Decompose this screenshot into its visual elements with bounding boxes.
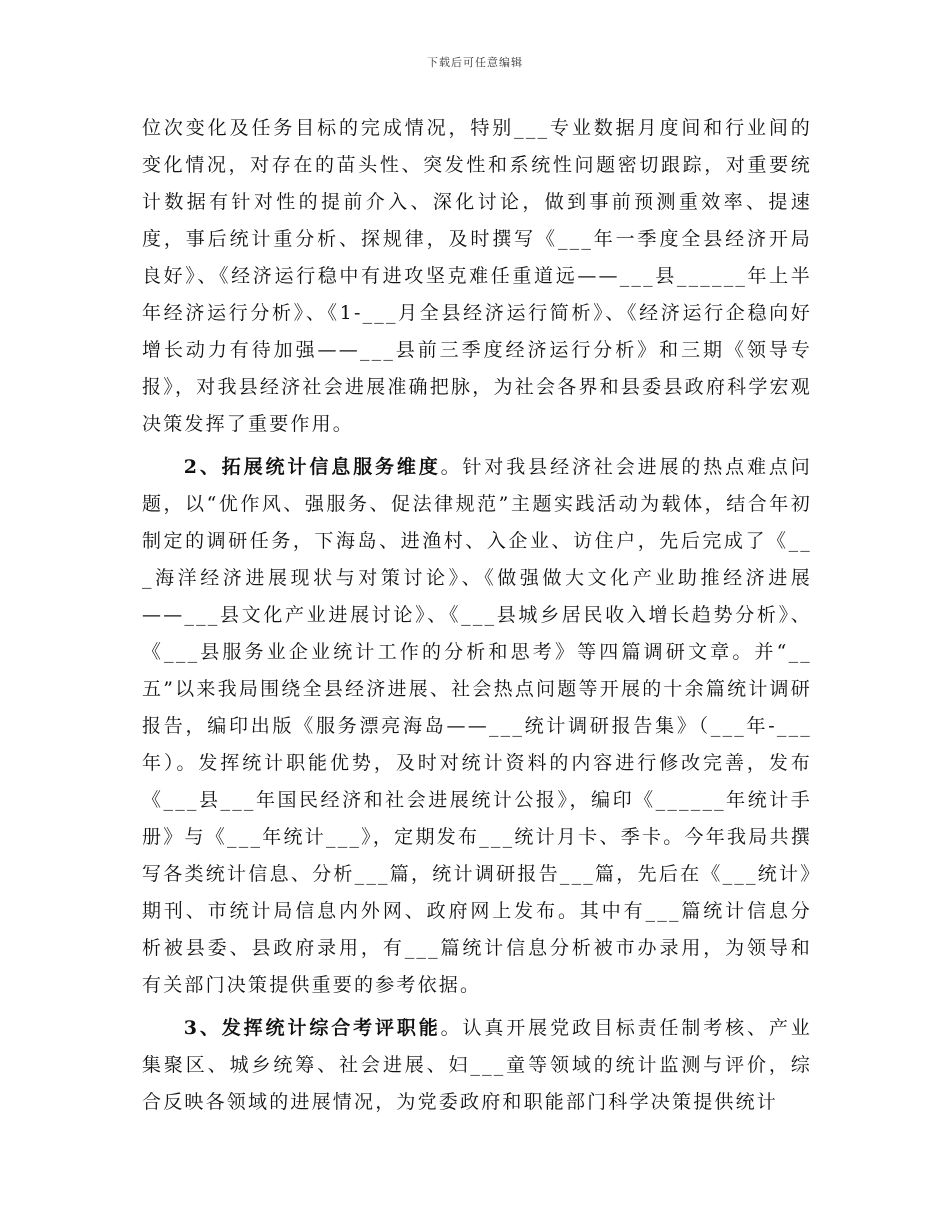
- document-body: [142, 110, 812, 1121]
- paragraph-text: 位次变化及任务目标的完成情况，特别___专业数据月度间和行业间的变化情况，对存在的苗头性、突发性和系统性问题密切跟踪，对重要统计数据有针对性的提前介入、深化讨论，做到事前预测重效率、提速度，事后统计重分析、探规律，及时撰写《___年一季度全县经济开局良好》、《经济运行稳中有进攻坚克难任重道远——___县______年上半年经济运行分析》、《1-___月全县经济运行简析》、《经济运行企稳向好增长动力有待加强——___县前三季度经济运行分析》和三期《领导专报》，对我县经济社会进展准确把脉，为社会各界和县委县政府科学宏观决策发挥了重要作用。: [142, 117, 812, 435]
- paragraph-continuation: [142, 110, 812, 443]
- page-header: 下载后可任意编辑: [427, 56, 523, 69]
- paragraph-text: 。认真开展党政目标责任制考核、产业集聚区、城乡统筹、社会进展、妇___童等领域的统计监测与评价，综合反映各领域的进展情况，为党委政府和职能部门科学决策提供统计: [142, 1017, 812, 1113]
- paragraph-section-2: [142, 449, 812, 1004]
- paragraph-text: 。针对我县经济社会进展的热点难点问题，以“优作风、强服务、促法律规范”主题实践活动为载体，结合年初制定的调研任务，下海岛、进渔村、入企业、访住户，先后完成了《___海洋经济进展现状与对策讨论》、《做强做大文化产业助推经济进展——___县文化产业进展讨论》、《___县城乡居民收入增长趋势分析》、《___县服务业企业统计工作的分析和思考》等四篇调研文章。并“__五”以来我局围绕全县经济进展、社会热点问题等开展的十余篇统计调研报告，编印出版《服务漂亮海岛——___统计调研报告集》（___年-___年）。发挥统计职能优势，及时对统计资料的内容进行修改完善，发布《___县___年国民经济和社会进展统计公报》，编印《______年统计手册》与《___年统计___》，定期发布___统计月卡、季卡。今年我局共撰写各类统计信息、分析___篇，统计调研报告___篇，先后在《___统计》期刊、市统计局信息内外网、政府网上发布。其中有___篇统计信息分析被县委、县政府录用，有___篇统计信息分析被市办录用，为领导和有关部门决策提供重要的参考依据。: [142, 456, 812, 996]
- paragraph-section-3: [142, 1010, 812, 1121]
- section-heading: 2、拓展统计信息服务维度: [183, 456, 441, 478]
- section-heading: 3、发挥统计综合考评职能: [183, 1017, 441, 1039]
